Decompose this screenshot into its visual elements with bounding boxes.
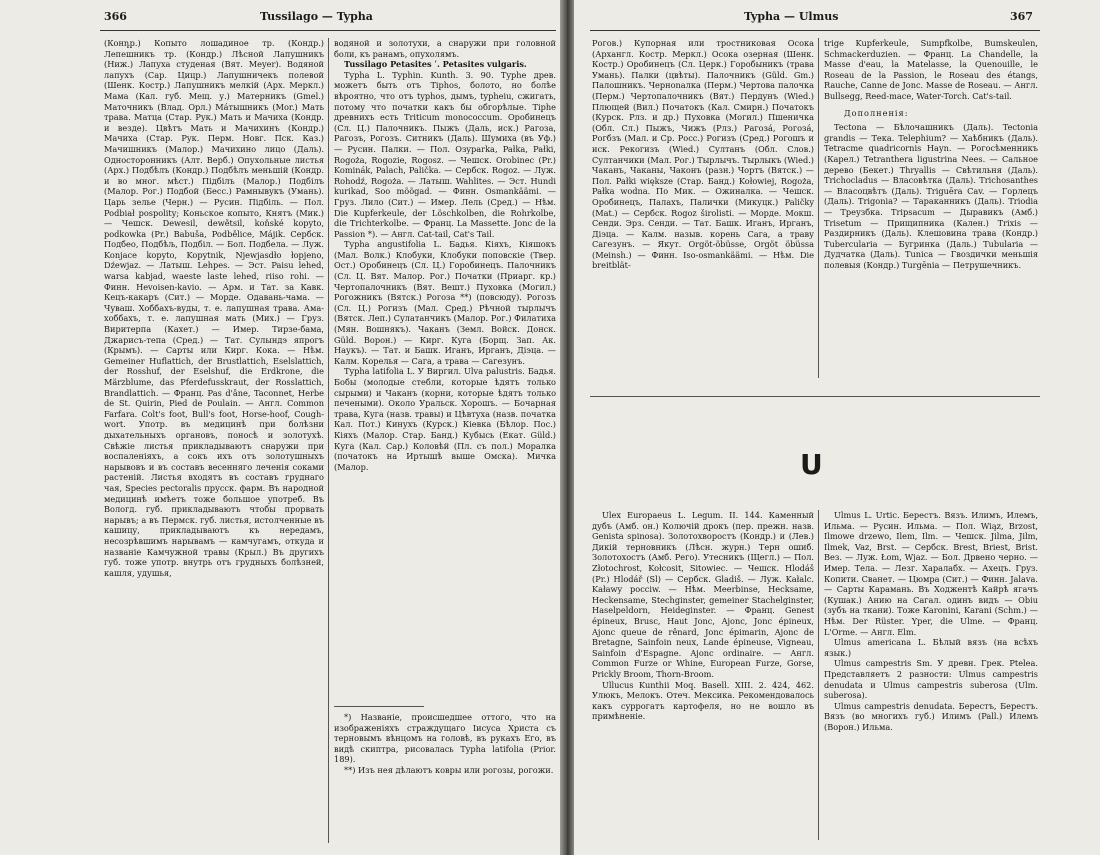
column-divider-right-bottom — [818, 510, 819, 840]
right-column-4 — [824, 510, 1038, 850]
entry-ulmus-campestris-denudata: Ulmus campestris denudata. Берестъ, Берестъ. Вязъ (во многихъ губ.) Илимъ (Pall.) Илемъ (Ворон.) Ильма. — [824, 700, 1038, 732]
book-gutter — [560, 0, 574, 855]
entry-tussilago-petasites: Tussilago Petasites ʹ. Petasites vulgaris. — [344, 59, 527, 70]
supplements-heading: Дополненія: — [844, 107, 909, 118]
column-divider-right-top — [818, 38, 819, 378]
section-letter: U — [800, 448, 823, 481]
supplements-text: Tectona — Бѣлочашникъ (Даль). Tectonia grandis — Тека. Telephium? — Хаѣбникъ (Даль). Tetracme quadricornis Hayn. — Рогосѣменникъ (Карел.) Tetranthera ligustrina Nees. — Сальное дерево (Бекет.) Thryallis — Свѣтильня (Даль). Trichocladus — Власовѣтка (Даль). Trichosanthes — Власоцвѣтъ (Даль). Triguēra Cav. — Горлецъ (Даль). Trigonia? — Тараканникъ (Даль). Triodia — Треузбка. Tripsacum — Дыравикъ (Амб.) Trisetum — Прищипника (Кален.) Trixis — Раздирникъ (Даль). Клешовина трава (Кондр.) Tubercularia — Бугринка (Даль.) Tubularia — Дудчатка (Даль). Tunica — Гвоздички меньшія полевыя (Кондр.) Turgēnia — Петрушечникъ. — [824, 122, 1038, 270]
right-column-2 — [824, 38, 1038, 378]
entry-typha: Typha L. Typhin. Kunth. 3. 90. Typhe древ. можетъ быть отъ Tiphos, болото, но болѣе вѣроятно, что отъ typhos, дымъ, typheiu, сжигать, потому что початки какъ бы обгорѣлые. Tiphe древнихъ есть Triticum monococcum. Оробинецъ (Сл. Ц.) Палочникъ. Пыжъ (Даль, иск.) Рагоза, Рагозъ, Рогозъ. Ситникъ (Даль). Шумиха (въ Уф.) — Русин. Палки. — Пол. Oзyparka, Pałka, Pałki, Rogoża, Rogozie, Rogosz. — Чешск. Orobinec (Pr.) Kominák, Palach, Palička. — Сербск. Rogoz. — Луж. Rohodź, Rogoża. — Латыш. Wahlites. — Эст. Hundi kurikad, Soo mõõgad. — Финн. Osmankäämi. — Груз. Лило (Сит.) — Имер. Лель (Сред.) — Нѣм. Die Kupferkeule, der Löschkolben, die Rohrkolbe, die Trichterkolbe. — Франц. La Massette. Jonc de la Passion *). — Англ. Cat-tail, Cat's Tail. — [334, 69, 556, 239]
header-rule-right — [590, 30, 1040, 31]
section-rule — [590, 396, 1040, 397]
entry-ullucus-kunthii: Ullucus Kunthii Moq. Basell. XIII. 2. 424, 462. Улюкъ, Мелокъ. Отеч. Мексика. Рекомендовалось какъ суррогатъ картофеля, но не вошло въ примѣненіе. — [592, 679, 814, 722]
paragraph: (Конդр.) Копыто лошадиное тр. (Кондр.) Лепешникъ тр. (Кондр.) Лѣсной Лапушникъ (Ниж.) Лапуха студеная (Вят. Meyer). Водяной лапухъ (Сар. Цицр.) Лапушничекъ полевой (Шенк. Костр.) Лапушникъ мелкій (Арх. Меркл.) Мама (Кал. губ. Мещ. у.) Матерникъ (Gmel.) Маточникъ (Влад. Орл.) Мáтышникъ (Mor.) Мать трава. Матца (Стар. Рук.) Мать и Мачиха (Кондр. и везде). Цвѣтъ Мать и Мачихинъ (Кондр.) Мачиха (Стар. Рук. Перм. Новг. Пск. Каз.) Мачишникъ (Малор.) Мачихино лицо (Даль). Односторонникъ (Алт. Верб.) Опухольные листья (Арх.) Подбѣлъ (Кондр.) Подбѣлъ меньшій (Кондр. и во мног. мѣст.) Пiдбiлъ (Малор.) Подбiлъ (Малор. Рог.) Подбой (Бесс.) Рамнывукъ (Умань). Царь зелье (Черн.) — Русин. Підбіль. — Пол. Podbiał pospolity; Коньское копыто, Княтъ (Мик.) — Чешск. Dewesil, dewětsil, koňské kopyto, podkowka (Pr.) Babuša, Podbělice, Májik. Сербск. Подбео, Подбѣљ, Подбіл. — Бол. Подбела. — Луж. Konjace kopyto, Kopytnik, Njewjasdło łopjeno, Dźewjaz. — Латыш. Lehpes. — Эст. Paisu lehed, warsa kabjad, waeste laste lehed, riiso rohi. — Финн. Hevoisen-kavio. — Арм. и Тат. за Кавк. Кецъ-какаръ (Сит.) — Морде. Одавань-чама. — Чуваш. Хоббахъ-вуды, т. е. лапушная трава. Ама-хоббахъ, т. е. лапушная мать (Мих.) — Груз. Виритерпа (Кахет.) — Имер. Тирзе-бама, Джарисъ-тепа (Сред.) — Тат. Сулындэ япрогъ (Крымъ). — Сарты или Кирг. Кока. — Нѣм. Gemeiner Huflattich, der Brustlattich, Eselslattich, der Rosshuf, der Eselshuf, die Erdkrone, die Märzblume, das Pferdefusskraut, der Rosslattich, Brandlattich. — Франц. Pas d'âne, Taconnet, Herbe de St. Quirin, Pied de Poulain. — Англ. Common Farfara. Colt's foot, Bull's foot, Horse-hoof, Cough-wort. Употр. въ медицинѣ при болѣзни дыхательныхъ органовъ, поносѣ и золотухѣ. Свѣжіе листья прикладываютъ снаружи при воспаленіяхъ, а сокъ ихъ отъ золотушныхъ нарывовъ и въ составъ весенняго леченія соками растеній. Листья входятъ въ составъ груднаго чая, Species pectoralis прусск. фарм. Въ народной медицинѣ имѣетъ тоже большое употреб. Въ Вологд. губ. прикладываютъ чтобы прорвать нарывъ; а въ Пермск. губ. листья, истолченные въ кашицу, прикладываютъ къ нередамъ, несозрѣвшимъ нарывамъ — камчугамъ, откуда и названіе Камчужной травы (Крыл.) Въ другихъ губ. тоже употр. внутрь отъ грудныхъ болѣзней, кашля, удушья, — [104, 38, 324, 578]
page-number-right: 367 — [1010, 10, 1033, 23]
paragraph: водяной и золотухи, а снаружи при головной боли, къ ранамъ, опухолямъ. — [334, 38, 556, 59]
entry-ulmus: Ulmus L. Urtic. Берестъ. Вязъ. Илимъ, Илемъ, Ильма. — Русин. Ильма. — Пол. Wiąz, Brzost, Ilmowe drzewo, Ilem, Ilm. — Чешск. Jilma, Jilm, Ilmek, Vaz, Brst. — Сербск. Brest, Briest, Brist. Вез. — Луж. Łom, Wjaz. — Бол. Дрвено черно. — Имер. Тела. — Лезг. Харалабх. — Ахецъ. Груз. Копити. Сванет. — Цюмра (Сит.) — Финн. Jalava. — Сарты Карамань. Въ Ходжентѣ Кайрѣ ягачъ (Кушак.) Анию на Сагал. одинъ видъ — Obiu (зубъ на ткани). Тоже Karonini, Karani (Schm.) — Нѣм. Der Rüster. Yper, die Ulme. — Франц. L'Orme. — Англ. Elm. — [824, 510, 1038, 637]
left-column-1 — [104, 38, 324, 850]
footnote-1: *) Названіе, происшедшее оттого, что на изображеніяхъ страждущаго Іисуса Христа съ терновымъ вѣнцомъ на головѣ, въ рукахъ Его, въ видѣ скиптра, рисовалась Typha latifolia (Prior. 189). — [334, 712, 556, 765]
left-column-2 — [334, 38, 556, 698]
column-divider-left — [328, 38, 329, 843]
entry-ulmus-americana: Ulmus americana L. Бѣлый вязъ (на всѣхъ язык.) — [824, 637, 1038, 658]
page-number-left: 366 — [104, 10, 127, 23]
entry-ulex-europaeus: Ulex Europaeus L. Legum. II. 144. Каменный дубъ (Амб. он.) Колючій дрокъ (пер. прежн. назв. Genista spinosa). Золотохворостъ (Кондр.) и (Лев.) Дикій терновникъ (Лѣсн. журн.) Терн ошиб. Золотохостъ (Амб. Рего). Утесникъ (Щегл.) — Пол. Złotochrost, Kołcosit, Sitowiec. — Чешск. Hlodáš (Pr.) Hlodář (Sl) — Сербск. Gladiš. — Луж. Kałalc. Kaławy pocciw. — Нѣм. Meerbinse, Hecksame, Heckensame, Stechginster, gemeiner Stachelginster, Haselpeldorn, Heideginster. — Франц. Genest épineux, Brusc, Haut Jonc, Ajonc, Jonc épineux, Ajonc queue de rênard, Jonc épimarin, Ajonc de Bretagne, Sainfoin neux, Lande épineuse, Vigneau, Sainfoin d'Espagne. Ajonc ordinaire. — Англ. Common Furze or Whine, European Furze, Gorse, Prickly Broom, Thorn-Broom. — [592, 510, 814, 679]
running-header-left: Tussilago — Typha — [260, 10, 373, 23]
right-column-3 — [592, 510, 814, 850]
paragraph: trige Kupferkeule, Sumpfkolbe, Bumskeulen, Schmackerduzien. — Франц. La Chandelle, la Masse d'eau, la Matelasse, la Quenouille, le Roseau de la Passion, le Roseau des étangs, Rauche, Canne de Jonc. Masse de Roseau. — Англ. Bullsegg, Reed-mace, Water-Torch. Cat's-tail. — [824, 38, 1038, 101]
right-page — [574, 0, 1100, 855]
right-column-1 — [592, 38, 814, 378]
paragraph: Рогов.) Купорная или тростниковая Осока (Архангл. Костр. Меркл.) Осока озерная (Шенк. Костр.) Оробинецъ (Сл. Церк.) Горобыникъ (трава Умань). Палки (цвѣты). Палочникъ (Güld. Gm.) Палошникъ. Черноnалка (Перм.) Чертова палочка (Перм.) Чертопалочникъ (Вят.) Пердунъ (Wied.) Плющей (Вил.) Початокъ (Кал. Смирн.) Початокъ (Курск. Рлз. и др.) Пуховка (Могил.) Пшеничка (Обл. Сл.) Пыжъ, Чижъ (Рлз.) Рагозá, Рогозá, Рогбзъ (Мал. и Ср. Росс.) Рогизъ (Сред.) Рогошъ и иск. Рекогизъ (Wied.) Султанъ (Обл. Слов.) Султанчики (Мал. Рог.) Тырлычъ. Тырлыкъ (Wied.) Чаканъ, Чаканы, Чаконъ (разн.) Чортъ (Вятск.) — Пол. Pałki większe (Стар. Банд.) Kołowiej, Rogoża, Pałka wodna. По Мик. — Ожиналка. — Чешск. Оробинецъ, Палахъ, Палички (Микуцк.) Paličky (Mat.) — Сербск. Rogoz širolisti. — Морде. Мокш. Сенди. Эрз. Сенди. — Тат. Башк. Иганъ, Ирганъ, Дiэца. — Калм. назыв. корень Сага, а траву Сагезунъ. — Якут. Orgöt-öbüsse, Orgöt öbüssa (Meinsh.) — Финн. Iso-osmankäämi. — Нѣм. Die breitblät- — [592, 38, 814, 271]
entry-typha-angustifolia: Typha angustifolia L. Бадья. Кiяхъ, Кiяшокъ (Мал. Волк.) Клобуки, Клобуки поповскіе (Твер. Ост.) Оробинецъ (Сл. Ц.) Горобинецъ. Палочникъ (Сл. Ц. Вят. Малор. Рог.) Початки (Приарг. кр.) Чертопалочникъ (Вят. Вешт.) Пуховка (Могил.) Рогожникъ (Вятск.) Рогоза **) (повсюду). Рогозъ (Сл. Ц.) Рогизъ (Мал. Сред.) Рѣчной тырлычъ (Вятск. Леп.) Сулатанчикъ (Малор. Рог.) Филатиха (Мян. Вошнякъ). Чаканъ (Земл. Войск. Донск. Güld. Ворон.) — Кирг. Куга (Борщ. Зап. Ак. Наукъ). — Тат. и Башк. Иганъ, Ирганъ, Дiэца. — Калм. Корелья — Сага, а трава — Сагезунъ. — [334, 239, 556, 366]
entry-ulmus-campestris: Ulmus campestris Sm. У древн. Грек. Ptelea. Представляетъ 2 разности: Ulmus campestris denudata и Ulmus campestris suberosa (Ulm. suberosa). — [824, 658, 1038, 701]
footnotes — [334, 712, 556, 850]
header-rule-left — [100, 30, 556, 31]
running-header-right: Typha — Ulmus — [744, 10, 839, 23]
footnote-rule — [334, 706, 424, 707]
entry-typha-latifolia: Typha latifolia L. У Виргил. Ulva palustris. Бадья. Бобы (молодые стебли, которые ѣдятъ только сырыми) и Чаканъ (корни, которые ѣдятъ только печеными). Около Уральск. Хорошъ. — Бочарная трава, Куга (назв. травы) и Цѣвтуха (назв. початка Кал. Пот.) Кинухъ (Курск.) Кiевка (Бѣлор. Пос.) Кiяхъ (Малор. Стар. Банд.) Кубысь (Екат. Güld.) Куга (Кал. Сар.) Коловѣй (Пл. съ пол.) Моралка (початокъ на Иртышѣ выше Омска). Мичка (Малор. — [334, 366, 556, 472]
footnote-2: **) Изъ нея дѣлаютъ ковры или рогозы, рогожи. — [344, 764, 554, 775]
